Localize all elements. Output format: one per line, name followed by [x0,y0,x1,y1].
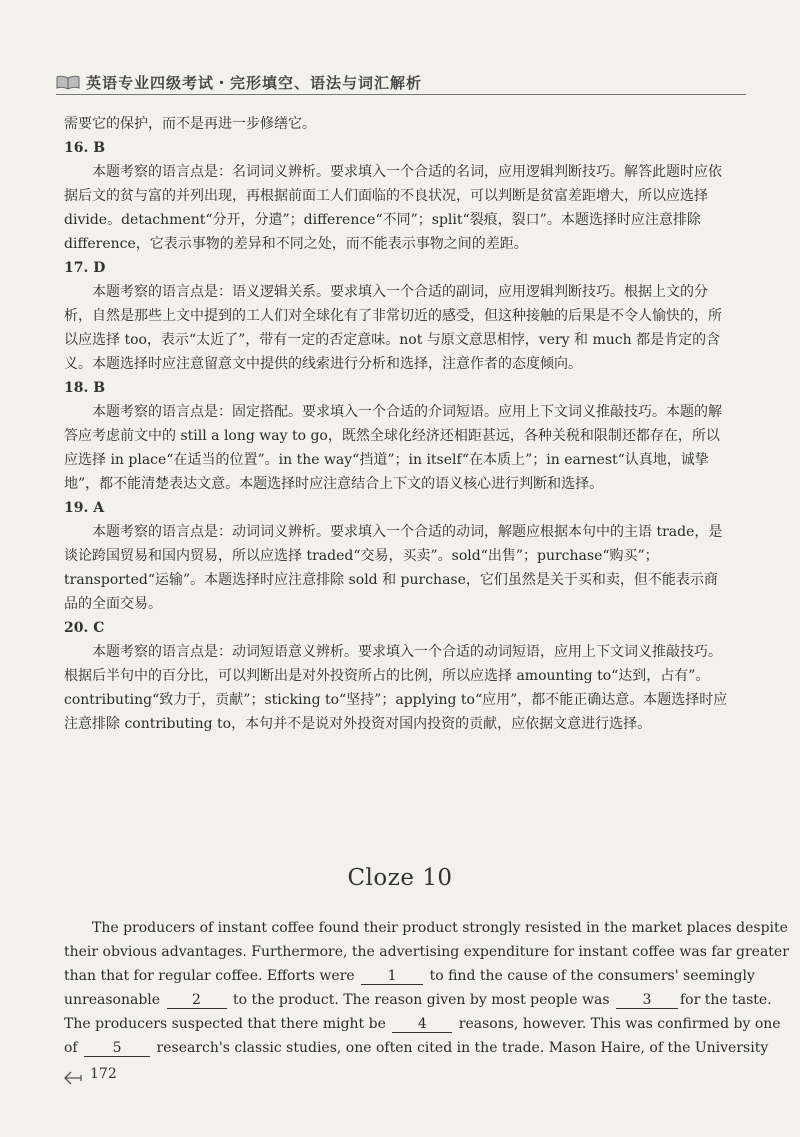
passage-line [64,1036,769,1060]
answer-explanation: 本题考察的语言点是：动词词义辨析。要求填入一个合适的动词，解题应根据本句中的主语 trade，是谈论跨国贸易和国内贸易，所以应选择 traded“交易，买卖”。sold“出售”；purchase“购买”；transported“运输”。本题选择时应注意排除 sold 和 purchase，它们虽然是关于买和卖，但不能表示商品的全面交易。 [64,524,723,612]
page-number: 172 [90,1066,117,1082]
answer-label: 20. C [64,620,105,636]
passage-line [64,1012,781,1036]
passage-text: to find the cause of the consumers' seemingly [429,968,755,984]
passage-line: The producers of instant coffee found their product strongly resisted in the market places despite [92,920,788,936]
answer-label: 17. D [64,260,106,276]
cloze-blank-2[interactable]: 2 [167,992,227,1009]
passage-text: of [64,1040,78,1056]
section-title: Cloze 10 [347,865,453,891]
passage-text: The producers suspected that there might be [64,1016,386,1032]
header-title: 英语专业四级考试・完形填空、语法与词汇解析 [86,74,423,92]
answer-label: 16. B [64,140,106,156]
passage-line: their obvious advantages. Furthermore, the advertising expenditure for instant coffee was far greater [64,944,789,960]
header-divider [56,94,746,95]
passage-text: research's classic studies, one often cited in the trade. Mason Haire, of the University [156,1040,769,1056]
back-arrow-icon [64,1070,82,1084]
answer-explanation: 本题考察的语言点是：动词短语意义辨析。要求填入一个合适的动词短语，应用上下文词义推敲技巧。根据后半句中的百分比，可以判断出是对外投资所占的比例，所以应选择 amounting to“达到，占有”。contributing“致力于，贡献”；sticking to“坚持”；applying to“应用”，都不能正确达意。本题选择时应注意排除 contributing to，本句并不是说对外投资对国内投资的贡献，应依据文意进行选择。 [64,644,728,732]
passage-line [64,964,755,988]
passage-text: to the product. The reason given by most people was [232,992,610,1008]
cloze-blank-5[interactable]: 5 [84,1040,150,1057]
passage-text: than that for regular coffee. Efforts were [64,968,355,984]
cloze-blank-3[interactable]: 3 [616,992,678,1009]
passage-text: reasons, however. This was confirmed by one [458,1016,781,1032]
answer-explanation: 本题考察的语言点是：固定搭配。要求填入一个合适的介词短语。应用上下文词义推敲技巧。本题的解答应考虑前文中的 still a long way to go，既然全球化经济还相距甚远，各种关税和限制还都存在，所以应选择 in place“在适当的位置”。in the way“挡道”；in itself“在本质上”；in earnest“认真地，诚挚地”，都不能清楚表达文意。本题选择时应注意结合上下文的语义核心进行判断和选择。 [64,404,722,492]
passage-text: for the taste. [679,992,772,1008]
cloze-blank-4[interactable]: 4 [392,1016,452,1033]
answer-explanation: 本题考察的语言点是：名词词义辨析。要求填入一个合适的名词，应用逻辑判断技巧。解答此题时应依据后文的贫与富的并列出现，再根据前面工人们面临的不良状况，可以判断是贫富差距增大，所以应选择 divide。detachment“分开，分遣”；difference“不同”；split“裂痕，裂口”。本题选择时应注意排除 difference，它表示事物的差异和不同之处，而不能表示事物之间的差距。 [64,164,722,252]
passage-line [64,988,772,1012]
answer-explanations [64,112,728,736]
running-header [56,68,756,108]
passage-text: unreasonable [64,992,161,1008]
book-icon [56,74,80,90]
answer-label: 18. B [64,380,106,396]
answer-explanation: 本题考察的语言点是：语义逻辑关系。要求填入一个合适的副词，应用逻辑判断技巧。根据上文的分析，自然是那些上文中提到的工人们对全球化有了非常切近的感受，但这种接触的后果是不令人愉快的，所以应选择 too，表示“太近了”，带有一定的否定意味。not 与原文意思相悖，very 和 much 都是肯定的含义。本题选择时应注意留意文中提供的线索进行分析和选择，注意作者的态度倾向。 [64,284,722,372]
continued-paragraph: 需要它的保护，而不是再进一步修缮它。 [64,116,316,132]
answer-label: 19. A [64,500,105,516]
cloze-passage [64,916,789,1060]
cloze-blank-1[interactable]: 1 [361,968,423,985]
